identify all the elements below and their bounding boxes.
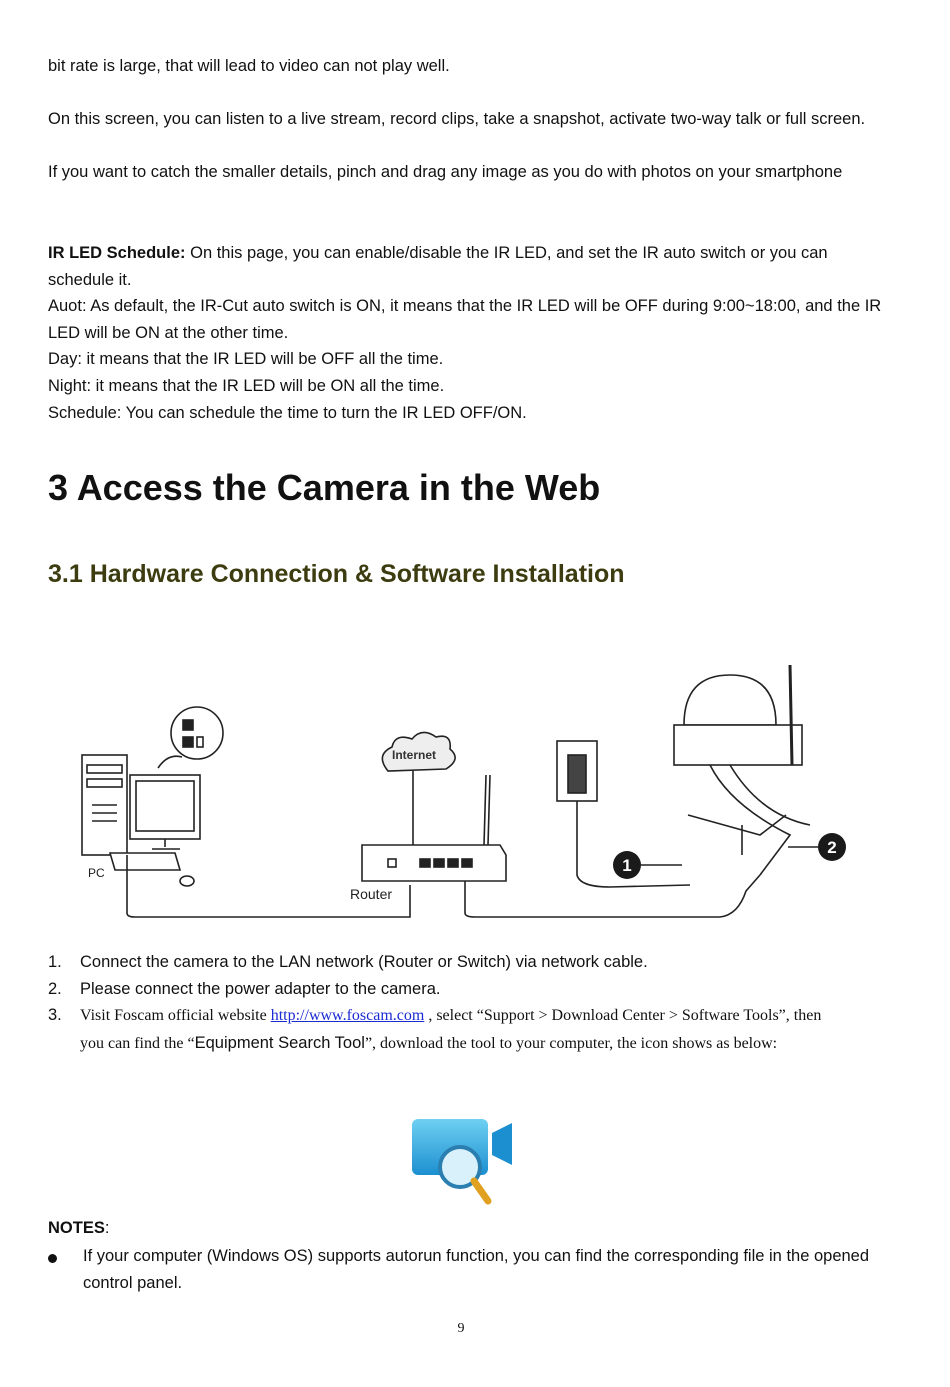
- paragraph-auto: Auot: As default, the IR-Cut auto switch is ON, it means that the IR LED will be OFF during 9:00~18:00, and the IR LED will be ON at the other time.: [48, 297, 882, 342]
- pc-tower-icon: [82, 755, 127, 855]
- mouse-icon: [180, 876, 194, 886]
- notes-heading: [48, 1215, 109, 1242]
- step-text: Connect the camera to the LAN network (Router or Switch) via network cable.: [80, 953, 648, 971]
- page-number: 9: [457, 1321, 465, 1336]
- paragraph-bitrate: bit rate is large, that will lead to video can not play well.: [48, 57, 450, 75]
- internet-label: Internet: [392, 748, 437, 762]
- paragraph-night: Night: it means that the IR LED will be ON all the time.: [48, 377, 445, 395]
- step-number: 2.: [48, 979, 62, 998]
- hardware-connection-diagram: [70, 655, 860, 930]
- router-label: Router: [350, 886, 393, 902]
- paragraph-schedule: Schedule: You can schedule the time to turn the IR LED OFF/ON.: [48, 404, 527, 422]
- bullet-dot-icon: [48, 1254, 57, 1263]
- pc-label: PC: [88, 866, 105, 880]
- equipment-search-tool-icon: [408, 1115, 516, 1210]
- step-text: Please connect the power adapter to the camera.: [80, 979, 441, 998]
- keyboard-icon: [110, 853, 180, 870]
- step-item: [48, 949, 848, 976]
- step-text-c: ”, download the tool to your computer, the icon shows as below:: [364, 1034, 778, 1052]
- step-text-b: , select “Support > Download Center > Software Tools”, then you can find the “: [80, 1007, 822, 1052]
- heading-access-camera: 3 Access the Camera in the Web: [48, 467, 601, 508]
- callout-1-label: 1: [622, 856, 632, 875]
- notes-label: NOTES: [48, 1219, 105, 1237]
- pc-monitor-icon: [130, 775, 200, 849]
- ip-camera-icon: [674, 665, 810, 875]
- installation-steps: [48, 949, 848, 1057]
- step-number: 3.: [48, 1006, 62, 1025]
- equipment-search-tool-name: Equipment Search Tool: [194, 1033, 365, 1052]
- notes-bullet-text: If your computer (Windows OS) supports autorun function, you can find the corresponding file in the opened control panel.: [83, 1247, 870, 1292]
- ir-led-text: On this page, you can enable/disable the IR LED, and set the IR auto switch or you can schedule it.: [48, 244, 828, 289]
- step-item: [48, 1002, 848, 1057]
- router-to-camera-cable: [465, 875, 760, 917]
- paragraph-ir-led: [48, 240, 893, 293]
- heading-hardware-connection: 3.1 Hardware Connection & Software Installation: [48, 560, 625, 588]
- step-item: [48, 976, 848, 1003]
- ir-led-label: IR LED Schedule:: [48, 244, 186, 262]
- paragraph-day: Day: it means that the IR LED will be OFF all the time.: [48, 350, 444, 368]
- foscam-website-link[interactable]: http://www.foscam.com: [270, 1007, 425, 1025]
- notes-colon: :: [104, 1219, 110, 1237]
- ethernet-port-zoom-icon: [171, 707, 223, 759]
- step-number: 1.: [48, 953, 62, 971]
- notes-bullet: [48, 1243, 893, 1296]
- step-text-a: Visit Foscam official website: [80, 1007, 271, 1025]
- paragraph-live-stream: On this screen, you can listen to a live stream, record clips, take a snapshot, activate two-way talk or full screen.: [48, 110, 866, 128]
- arrow-icon: [158, 756, 182, 768]
- router-icon: [362, 775, 506, 881]
- callout-2-label: 2: [827, 838, 837, 857]
- paragraph-pinch: If you want to catch the smaller details, pinch and drag any image as you do with photos on your smartphone: [48, 163, 843, 181]
